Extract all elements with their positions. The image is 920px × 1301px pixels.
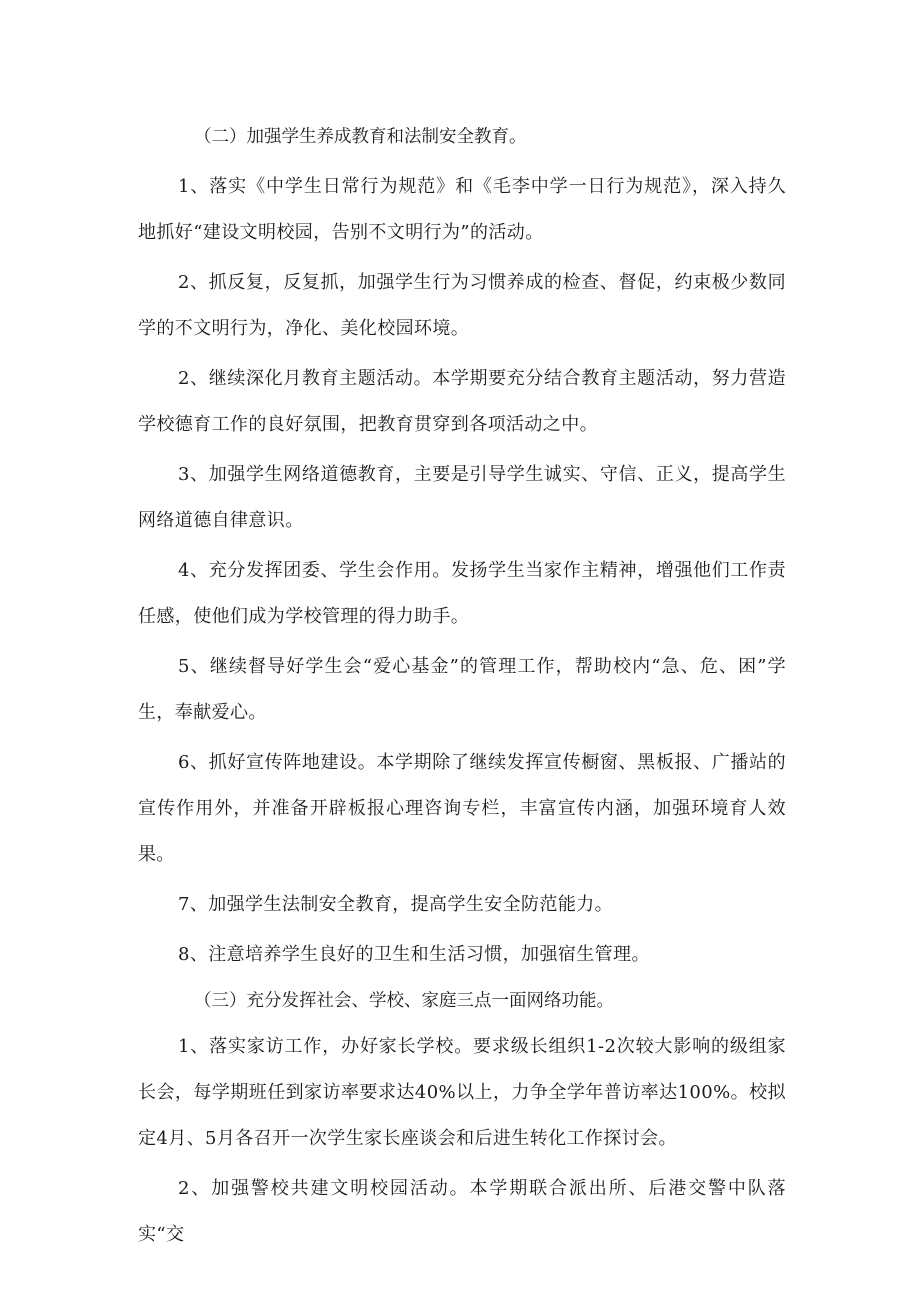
paragraph-item: 5、继续督导好学生会“爱心基金”的管理工作，帮助校内“急、危、困”学生，奉献爱心。 [138, 656, 786, 723]
paragraph-item: 2、加强警校共建文明校园活动。本学期联合派出所、后港交警中队落实“交 [138, 1178, 786, 1245]
paragraph-item: 2、抓反复，反复抓，加强学生行为习惯养成的检查、督促，约束极少数同学的不文明行为，净化、美化校园环境。 [138, 272, 786, 339]
section-heading-2: （二）加强学生养成教育和法制安全教育。 [194, 127, 527, 147]
paragraph-item: 1、落实家访工作，办好家长学校。要求级长组织1-2次较大影响的级组家长会，每学期班任到家访率要求达40%以上，力争全学年普访率达100%。校拟定4月、5月各召开一次学生家长座谈会和后进生转化工作探讨会。 [138, 1036, 786, 1149]
paragraph-item: 1、落实《中学生日常行为规范》和《毛李中学一日行为规范》，深入持久地抓好“建设文明校园，告别不文明行为”的活动。 [138, 176, 786, 243]
paragraph-item: 3、加强学生网络道德教育，主要是引导学生诚实、守信、正义，提高学生网络道德自律意识。 [138, 464, 786, 531]
paragraph-item: 2、继续深化月教育主题活动。本学期要充分结合教育主题活动，努力营造学校德育工作的良好氛围，把教育贯穿到各项活动之中。 [138, 368, 786, 435]
section-heading-3: （三）充分发挥社会、学校、家庭三点一面网络功能。 [194, 991, 614, 1011]
document-body [138, 114, 786, 1262]
paragraph-item: 7、加强学生法制安全教育，提高学生安全防范能力。 [178, 894, 614, 915]
paragraph-item: 4、充分发挥团委、学生会作用。发扬学生当家作主精神，增强他们工作责任感，使他们成为学校管理的得力助手。 [138, 560, 786, 627]
paragraph-item: 6、抓好宣传阵地建设。本学期除了继续发挥宣传橱窗、黑板报、广播站的宣传作用外，并准备开辟板报心理咨询专栏，丰富宣传内涵，加强环境育人效果。 [138, 752, 786, 865]
paragraph-item: 8、注意培养学生良好的卫生和生活习惯，加强宿生管理。 [178, 944, 650, 965]
